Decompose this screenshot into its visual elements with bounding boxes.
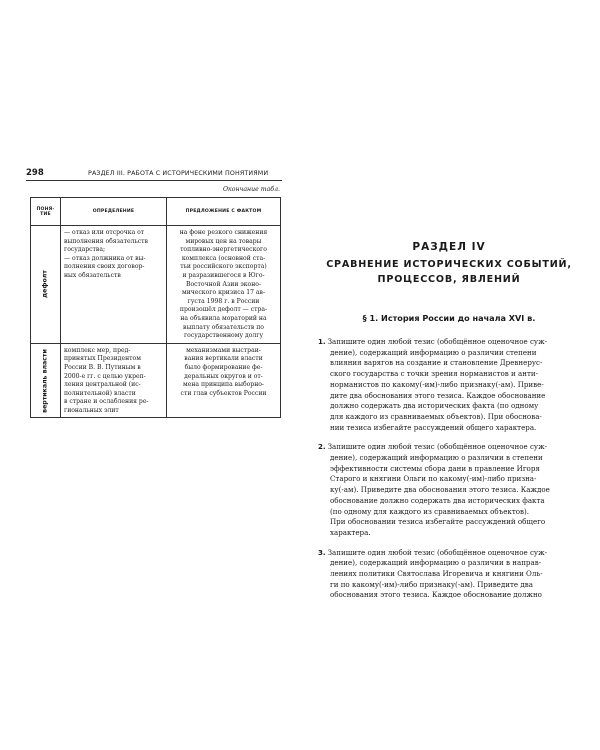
task-item <box>318 442 580 538</box>
table-row <box>31 226 281 344</box>
example-line: Восточной Азии эконо- <box>185 280 262 288</box>
right-page <box>318 237 580 610</box>
definition-cell <box>61 343 167 418</box>
running-head <box>26 168 282 181</box>
definition-line: — отказ или отсрочка от <box>64 229 145 236</box>
task-text-line: эффективности системы сбора дани в правление Игоря <box>330 463 540 473</box>
definition-line: ных обязательств <box>64 271 121 279</box>
task-number: 3. <box>318 547 326 557</box>
task-text-line: При обосновании тезиса избегайте рассуждений общего <box>330 517 546 527</box>
column-header-definition: ОПРЕДЕЛЕНИЕ <box>61 198 167 226</box>
example-line: сти глав субъектов России <box>180 389 267 397</box>
table-row <box>31 343 281 418</box>
example-line: мировых цен на товары <box>185 237 262 245</box>
definition-line: 2000-е гг. с целью укреп- <box>64 372 146 380</box>
example-line: механизмами выстраи- <box>186 346 261 354</box>
part-title-line: СРАВНЕНИЕ ИСТОРИЧЕСКИХ СОБЫТИЙ, <box>326 259 572 270</box>
column-header-term: ПОНЯ-ТИЕ <box>31 198 61 226</box>
table-caption: Окончание табл. <box>222 186 280 193</box>
example-line: густа 1998 г. в России <box>187 297 260 305</box>
task-text: Запишите один любой тезис (обобщённое оценочное суж- <box>327 337 548 346</box>
task-text-line <box>318 442 580 453</box>
task-text: Запишите один любой тезис (обобщённое оценочное суж- <box>327 442 548 452</box>
definition-line: гиональных элит <box>64 406 119 414</box>
task-text-line: (по одному для каждого из сравниваемых объектов). <box>330 506 530 516</box>
task-text-line <box>318 548 580 559</box>
task-text-line: дение), содержащий информацию о различии в степени <box>330 453 543 463</box>
task-text-line: для каждого из сравниваемых объектов). При обоснова- <box>330 411 542 421</box>
task-text-line: характера. <box>330 527 371 537</box>
example-line: и разразившегося в Юго- <box>182 271 265 279</box>
task-text-line: ского государства с точки зрения норманистов и анти- <box>330 369 539 379</box>
example-line: деральных округов и от- <box>184 372 263 380</box>
example-line: было формирование фе- <box>184 363 263 371</box>
example-line: комплекса (основной ста- <box>181 254 266 262</box>
term-label: дефолт <box>41 270 49 299</box>
part-title-line: ПРОЦЕССОВ, ЯВЛЕНИЙ <box>377 274 521 285</box>
task-text-line: лениях политики Святослава Игоревича и княгини Оль- <box>330 569 543 579</box>
chapter-title: § 1. История России до начала XVI в. <box>362 313 536 323</box>
task-number: 2. <box>318 442 326 452</box>
example-line: на фоне резкого снижения <box>179 229 268 236</box>
definition-line: выполнения обязательств <box>64 237 148 245</box>
example-line: произошёл дефолт — стра- <box>179 306 268 314</box>
task-text-line: дите два обоснования этого тезиса. Каждое обоснование <box>330 390 546 400</box>
term-cell <box>31 343 61 418</box>
example-cell <box>167 226 281 344</box>
task-text-line: ги по какому(-им)-либо признаку(-ам). Приведите два <box>330 579 533 589</box>
definition-cell <box>61 226 167 344</box>
task-number: 1. <box>318 337 326 346</box>
table-header-row <box>31 198 281 226</box>
example-line: мического кризиса 17 ав- <box>181 289 266 297</box>
task-item <box>318 548 580 602</box>
example-line: вания вертикали власти <box>184 355 263 363</box>
definition-line: полнительной) власти <box>64 389 136 397</box>
example-line: тьи российского экспорта) <box>180 263 267 271</box>
part-heading <box>318 241 580 287</box>
task-text-line: влияния варягов на создание и становление Древнерус- <box>330 358 543 368</box>
definition-line: комплекс мер, пред- <box>64 346 131 354</box>
task-text-line: норманистов по какому(-им)-либо признаку(-ам). Приве- <box>330 379 544 389</box>
task-text-line: должно содержать два исторических факта (по одному <box>330 401 539 411</box>
definition-line: полнения своих договор- <box>64 263 145 271</box>
definition-line: ления центральной (ис- <box>64 381 141 389</box>
task-text-line: обоснование должно содержать два исторических факта <box>330 495 545 505</box>
definition-line: в стране и ослабления ре- <box>64 398 149 406</box>
task-list <box>318 337 580 601</box>
example-line: мена принципа выборно- <box>183 381 264 389</box>
term-cell <box>31 226 61 344</box>
example-line: топливно-энергетического <box>180 246 267 254</box>
task-text: Запишите один любой тезис (обобщённое оценочное суж- <box>327 547 548 557</box>
example-line: выплату обязательств по <box>183 323 264 331</box>
example-line: государственному долгу <box>183 332 264 340</box>
definition-line: государства; <box>64 246 106 254</box>
terms-table <box>30 197 281 418</box>
running-head-title: РАЗДЕЛ III. РАБОТА С ИСТОРИЧЕСКИМИ ПОНЯТИЯМИ <box>88 170 269 177</box>
left-page <box>26 168 282 418</box>
task-text-line: дение), содержащий информацию о различии степени <box>330 347 537 357</box>
page-number: 298 <box>26 168 44 178</box>
definition-line: принятых Президентом <box>64 355 141 363</box>
part-title <box>318 257 580 287</box>
task-text-line: Старого и княгини Ольги по какому(-им)-либо призна- <box>330 474 537 484</box>
example-cell <box>167 343 281 418</box>
part-number: РАЗДЕЛ IV <box>412 241 486 253</box>
definition-line: России В. В. Путиным в <box>64 363 141 371</box>
task-text-line: дение), содержащий информацию о различии в направ- <box>330 558 542 568</box>
term-label: вертикаль власти <box>41 348 49 413</box>
column-header-example: ПРЕДЛОЖЕНИЕ С ФАКТОМ <box>167 198 281 226</box>
task-text-line <box>318 337 580 348</box>
task-text-line: обоснования этого тезиса. Каждое обоснование должно <box>330 590 542 600</box>
example-line: на объявила мораторий на <box>180 314 267 322</box>
task-text-line: ку(-ам). Приведите два обоснования этого тезиса. Каждое <box>330 485 550 495</box>
task-text-line: нии тезиса избегайте рассуждений общего характера. <box>330 422 537 432</box>
task-item <box>318 337 580 433</box>
definition-line: — отказ должника от вы- <box>64 254 146 262</box>
